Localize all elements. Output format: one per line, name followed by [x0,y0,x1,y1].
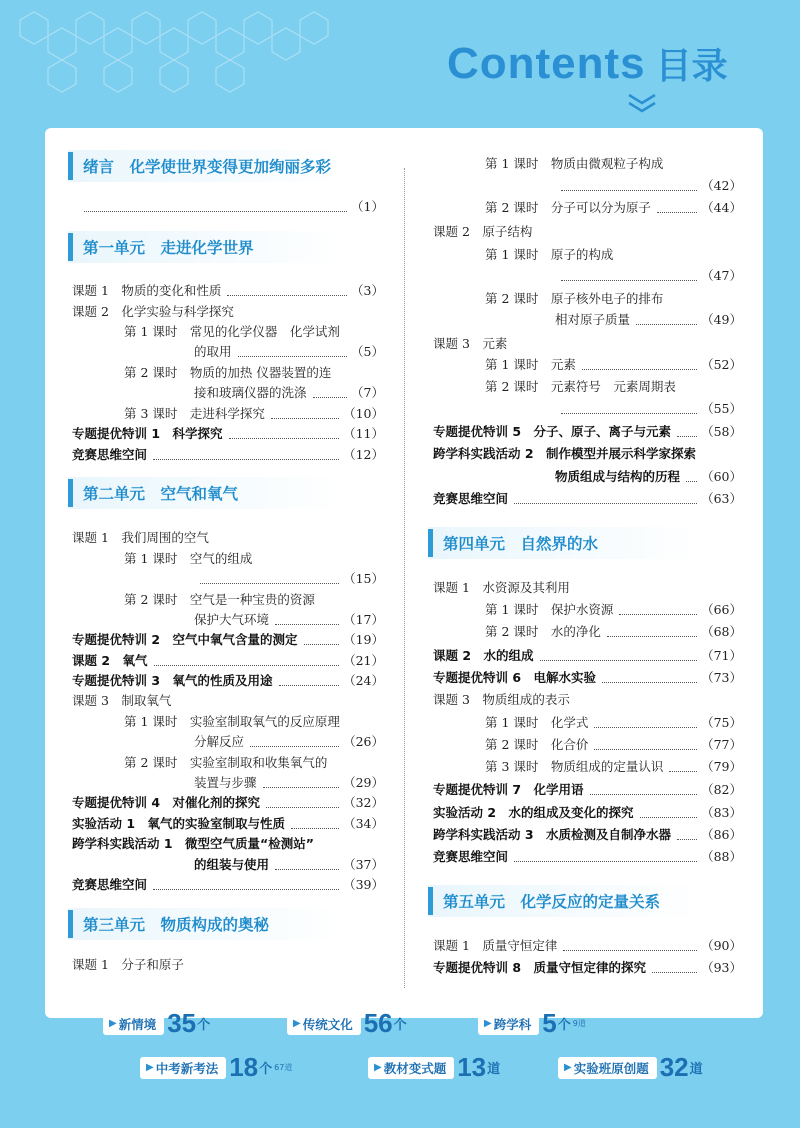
toc-entry[interactable] [72,446,147,464]
stat-number: 5 [542,1008,557,1038]
toc-entry-label: 第 1 课时 元素 [485,357,576,372]
toc-page-number: （19） [343,632,384,647]
toc-entry[interactable] [433,579,570,597]
toc-entry[interactable] [72,956,184,974]
dot-leader [561,280,697,281]
title-zh: 目录 [655,46,728,87]
toc-entry[interactable] [72,815,285,833]
stat-badge [368,1052,500,1083]
toc-entry[interactable] [485,199,651,217]
stat-unit: 个 [393,1018,407,1033]
toc-entry-label: 跨学科实践活动 2 制作模型并展示科学家探索 [433,446,697,461]
dot-leader [636,324,697,325]
toc-entry[interactable] [124,364,331,382]
stat-unit: 道 [689,1062,703,1077]
toc-entry-label: 第 2 课时 化合价 [485,737,589,752]
toc-entry-label: 跨学科实践活动 3 水质检测及自制净水器 [433,827,672,842]
toc-entry[interactable] [433,804,634,822]
toc-page-number: （42） [701,178,742,193]
play-triangle-icon: ▶ [564,1062,572,1073]
dot-leader [263,787,340,788]
unit-heading-bar [68,910,73,938]
stat-unit: 个 [259,1062,273,1077]
toc-entry-label: 课题 1 物质的变化和性质 [72,283,222,298]
toc-page-number: （68） [701,624,742,639]
toc-entry-label: 专题提优特训 7 化学用语 [433,782,584,797]
dot-leader [250,746,339,747]
toc-page-number: （3） [351,283,384,298]
toc-entry[interactable] [433,669,596,687]
dot-leader [582,369,697,370]
unit-heading-text: 绪言 化学使世界变得更加绚丽多彩 [83,158,332,176]
toc-page-number: （93） [701,960,742,975]
toc-entry-label: 第 2 课时 空气是一种宝贵的资源 [124,592,315,607]
toc-entry-label: 的取用 [194,344,232,359]
toc-page-number: （10） [343,406,384,421]
toc-entry-label: 课题 1 分子和原子 [72,957,184,972]
toc-entry[interactable] [124,754,327,772]
toc-entry[interactable] [124,550,252,568]
toc-entry-label: 课题 2 水的组成 [433,648,534,663]
toc-entry[interactable] [433,781,584,799]
stat-number: 13 [457,1052,487,1082]
stat-label: 传统文化 [302,1016,353,1032]
dot-leader [266,807,339,808]
toc-entry[interactable] [124,405,265,423]
toc-entry-label: 装置与步骤 [194,775,257,790]
toc-entry-label: 第 2 课时 原子核外电子的排布 [485,291,664,306]
stat-badge [478,1008,586,1039]
dot-leader [677,436,697,437]
toc-page-number: （21） [343,653,384,668]
dot-leader [229,438,340,439]
toc-page-number: （77） [701,737,742,752]
dot-leader [153,889,339,890]
dot-leader [590,794,698,795]
toc-entry-label: 课题 2 化学实验与科学探究 [72,304,234,319]
dot-leader [200,583,339,584]
toc-entry-label: 竞赛思维空间 [72,877,148,892]
dot-leader [275,869,339,870]
toc-page-number: （63） [701,491,742,506]
dot-leader [279,685,340,686]
dot-leader [153,459,339,460]
toc-entry[interactable] [124,591,315,609]
toc-entry-label: 专题提优特训 3 氧气的性质及用途 [72,673,273,688]
column-divider [404,168,405,988]
toc-entry[interactable] [194,774,257,792]
contents-title [447,38,728,98]
dot-leader [652,972,697,973]
toc-entry-label: 分解反应 [194,734,245,749]
stat-label-box [558,1057,657,1079]
unit-heading [68,477,390,509]
toc-entry[interactable] [194,384,307,402]
toc-entry[interactable] [485,758,663,776]
dot-leader [561,413,697,414]
dot-leader [602,682,697,683]
toc-page-number: （44） [701,200,742,215]
dot-leader [540,660,698,661]
toc-entry[interactable] [194,611,269,629]
toc-entry[interactable] [485,601,613,619]
toc-entry-label: 专题提优特训 6 电解水实验 [433,670,597,685]
toc-entry-label: 课题 1 质量守恒定律 [433,938,558,953]
toc-page-number: （12） [343,447,384,462]
toc-entry-label: 实验活动 2 水的组成及变化的探究 [433,805,634,820]
toc-entry-label: 第 2 课时 物质的加热 仪器装置的连 [124,365,332,380]
toc-page-number: （5） [351,344,384,359]
toc-entry-label: 竞赛思维空间 [433,491,509,506]
toc-entry[interactable] [485,155,663,173]
stat-unit: 个 [197,1018,211,1033]
toc-page-number: （39） [343,877,384,892]
toc-entry[interactable] [72,303,234,321]
toc-entry[interactable] [433,937,557,955]
dot-leader [275,624,339,625]
play-triangle-icon: ▶ [293,1018,301,1029]
toc-entry[interactable] [72,529,209,547]
toc-entry[interactable] [72,794,260,812]
toc-entry-label: 课题 1 水资源及其利用 [433,580,570,595]
toc-page-number: （86） [701,827,742,842]
unit-heading [68,150,390,182]
stat-badge [140,1052,292,1083]
toc-entry-label: 相对原子质量 [555,312,631,327]
toc-entry[interactable] [433,959,646,977]
toc-entry[interactable] [72,631,298,649]
toc-entry[interactable] [194,343,232,361]
dot-leader [607,636,697,637]
toc-entry-label: 保护大气环境 [194,612,270,627]
toc-entry[interactable] [72,835,314,853]
stat-number: 32 [659,1052,689,1082]
dot-leader [313,397,348,398]
unit-heading [428,527,748,559]
toc-entry[interactable] [555,311,630,329]
toc-page-number: （90） [701,938,742,953]
dot-leader [677,839,697,840]
stat-unit: 道 [487,1062,501,1077]
unit-heading [68,231,390,263]
toc-entry[interactable] [433,848,508,866]
toc-entry-label: 课题 3 制取氧气 [72,693,172,708]
toc-page-number: （71） [701,648,742,663]
stat-label-box [103,1013,164,1035]
toc-entry-label: 第 2 课时 水的净化 [485,624,601,639]
toc-entry-label: 课题 2 原子结构 [433,224,533,239]
dot-leader [271,418,339,419]
toc-page-number: （34） [343,816,384,831]
toc-entry-label: 第 1 课时 实验室制取氧气的反应原理 [124,714,340,729]
toc-page-number: （32） [343,795,384,810]
toc-entry-label: 专题提优特训 4 对催化剂的探究 [72,795,261,810]
toc-entry-label: 第 3 课时 物质组成的定量认识 [485,759,664,774]
dot-leader [640,817,698,818]
unit-heading-text: 第三单元 物质构成的奥秘 [83,916,270,934]
toc-entry-label: 第 1 课时 物质由微观粒子构成 [485,156,664,171]
toc-entry[interactable] [72,425,223,443]
toc-entry-label: 课题 1 我们周围的空气 [72,530,209,545]
dot-leader [594,727,697,728]
toc-page-number: （66） [701,602,742,617]
toc-page-number: （29） [343,775,384,790]
stat-label-box [140,1057,226,1079]
toc-entry[interactable] [72,876,147,894]
unit-heading-text: 第五单元 化学反应的定量关系 [443,893,661,911]
toc-page-number: （58） [701,424,742,439]
stat-subcount: 9道 [572,1019,586,1028]
toc-entry-label: 第 2 课时 实验室制取和收集氧气的 [124,755,328,770]
toc-entry-label: 物质组成与结构的历程 [555,469,681,484]
dot-leader [669,771,697,772]
toc-page-number: （47） [701,268,742,283]
toc-entry-label: 第 1 课时 空气的组成 [124,551,253,566]
toc-entry-label: 跨学科实践活动 1 微型空气质量“检测站” [72,836,314,851]
toc-entry-label: 专题提优特训 1 科学探究 [72,426,223,441]
toc-entry-label: 专题提优特训 2 空气中氧气含量的测定 [72,632,298,647]
toc-page-number: （60） [701,469,742,484]
toc-entry[interactable] [433,647,534,665]
toc-entry[interactable] [194,733,244,751]
toc-entry-label: 第 1 课时 常见的化学仪器 化学试剂 [124,324,340,339]
toc-entry[interactable] [485,714,588,732]
play-triangle-icon: ▶ [146,1062,154,1073]
stat-label: 新情境 [118,1016,157,1032]
stat-label: 跨学科 [493,1016,532,1032]
toc-entry[interactable] [485,623,601,641]
dot-leader [84,211,347,212]
toc-entry[interactable] [433,423,671,441]
title-en: Contents [447,39,646,88]
toc-entry-label: 课题 3 元素 [433,336,508,351]
toc-page-number: （49） [701,312,742,327]
toc-entry-label: 专题提优特训 5 分子、原子、离子与元素 [433,424,672,439]
toc-page-number: （24） [343,673,384,688]
toc-entry-label: 课题 3 物质组成的表示 [433,692,570,707]
stat-badge [558,1052,703,1083]
unit-heading-bar [68,233,73,261]
play-triangle-icon: ▶ [374,1062,382,1073]
dot-leader [561,190,697,191]
unit-heading-text: 第四单元 自然界的水 [443,535,599,553]
toc-entry-label: 竞赛思维空间 [433,849,509,864]
toc-page-number: （1） [351,199,384,214]
dot-leader [619,614,697,615]
toc-page-number: （75） [701,715,742,730]
toc-page-number: （88） [701,849,742,864]
stat-subcount: 67道 [274,1063,293,1072]
dot-leader [304,644,340,645]
toc-entry-label: 第 1 课时 化学式 [485,715,589,730]
toc-entry[interactable] [433,490,508,508]
toc-entry[interactable] [72,652,148,670]
toc-entry[interactable] [124,323,340,341]
toc-page-number: （26） [343,734,384,749]
stat-label-box [368,1057,454,1079]
stat-number: 18 [229,1052,259,1082]
stat-unit: 个 [557,1018,571,1033]
dot-leader [594,749,697,750]
unit-heading-text: 第二单元 空气和氧气 [83,485,239,503]
toc-entry[interactable] [124,713,340,731]
toc-entry[interactable] [485,290,663,308]
stat-number: 56 [363,1008,393,1038]
unit-heading [428,885,748,917]
toc-page-number: （7） [351,385,384,400]
toc-page-number: （83） [701,805,742,820]
toc-entry-label: 竞赛思维空间 [72,447,148,462]
dot-leader [291,828,339,829]
toc-entry-label: 专题提优特训 8 质量守恒定律的探究 [433,960,647,975]
toc-page-number: （79） [701,759,742,774]
toc-entry[interactable] [485,378,676,396]
toc-entry[interactable] [485,356,576,374]
unit-heading-bar [428,887,433,915]
dot-leader [514,861,697,862]
toc-page-number: （37） [343,857,384,872]
stat-number: 35 [167,1008,197,1038]
unit-heading [68,908,390,940]
dot-leader [563,950,697,951]
toc-entry[interactable] [485,246,613,264]
toc-entry-label: 第 1 课时 原子的构成 [485,247,614,262]
stat-label: 实验班原创题 [573,1060,649,1076]
toc-page-number: （11） [343,426,384,441]
toc-entry[interactable] [433,223,532,241]
toc-page-number: （73） [701,670,742,685]
toc-entry[interactable] [433,335,507,353]
dot-leader [514,503,697,504]
dot-leader [154,665,340,666]
toc-entry[interactable] [555,468,680,486]
toc-entry-label: 实验活动 1 氧气的实验室制取与性质 [72,816,286,831]
unit-heading-bar [68,479,73,507]
unit-heading-bar [68,152,73,180]
toc-entry-label: 接和玻璃仪器的洗涤 [194,385,307,400]
dot-leader [238,356,348,357]
toc-page-number: （55） [701,401,742,416]
toc-entry[interactable] [72,672,273,690]
toc-entry-label: 第 1 课时 保护水资源 [485,602,614,617]
dot-leader [657,212,697,213]
stat-label-box [287,1013,361,1035]
stat-label: 教材变式题 [383,1060,447,1076]
stat-label-box [478,1013,539,1035]
toc-entry[interactable] [72,692,171,710]
unit-heading-bar [428,529,433,557]
toc-page-number: （82） [701,782,742,797]
stat-label: 中考新考法 [155,1060,219,1076]
play-triangle-icon: ▶ [109,1018,117,1029]
toc-entry[interactable] [433,445,696,463]
toc-entry[interactable] [433,826,671,844]
toc-entry-label: 课题 2 氧气 [72,653,148,668]
dot-leader [227,295,347,296]
hexagon-pattern-decoration [0,0,480,110]
dot-leader [686,481,697,482]
play-triangle-icon: ▶ [484,1018,492,1029]
unit-heading-text: 第一单元 走进化学世界 [83,239,254,257]
toc-entry[interactable] [72,282,221,300]
double-chevron-down-icon [625,92,659,116]
toc-entry[interactable] [485,736,588,754]
toc-entry-label: 第 2 课时 元素符号 元素周期表 [485,379,676,394]
toc-entry[interactable] [433,691,570,709]
toc-page-number: （52） [701,357,742,372]
toc-entry-label: 的组装与使用 [194,857,270,872]
stat-badge [287,1008,407,1039]
toc-entry-label: 第 2 课时 分子可以分为原子 [485,200,651,215]
toc-page-number: （17） [343,612,384,627]
toc-entry-label: 第 3 课时 走进科学探究 [124,406,265,421]
toc-page-number: （15） [343,571,384,586]
stat-badge [103,1008,210,1039]
toc-entry[interactable] [194,856,269,874]
